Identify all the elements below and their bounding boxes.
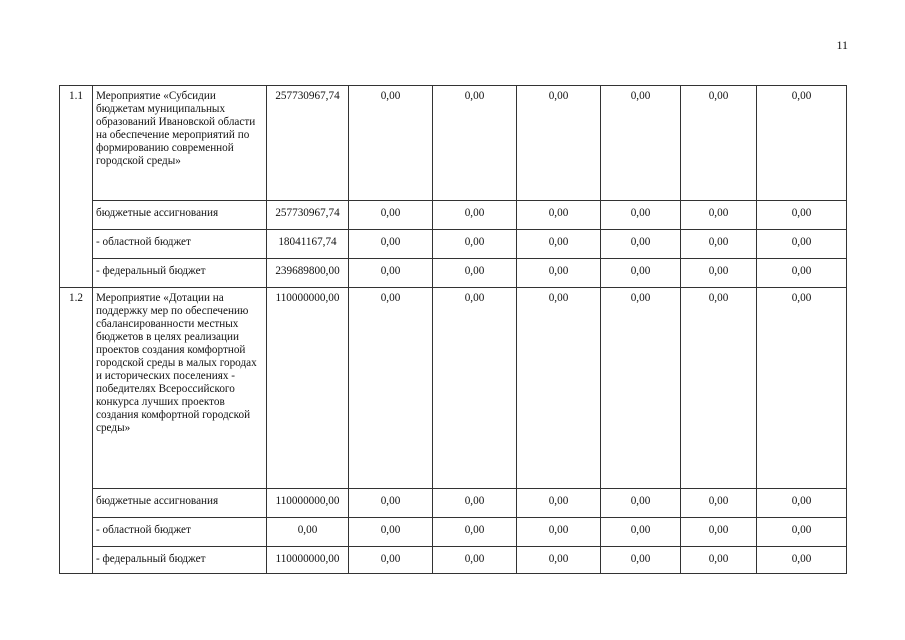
value-cell: 0,00 bbox=[517, 288, 601, 489]
value-cell: 0,00 bbox=[433, 547, 517, 574]
value-cell: 0,00 bbox=[433, 518, 517, 547]
value-cell: 0,00 bbox=[681, 547, 757, 574]
section-index: 1.1 bbox=[60, 86, 93, 288]
table-row bbox=[60, 86, 847, 201]
value-cell: 0,00 bbox=[349, 230, 433, 259]
value-cell: 0,00 bbox=[517, 489, 601, 518]
value-cell: 0,00 bbox=[349, 259, 433, 288]
value-cell: 0,00 bbox=[349, 489, 433, 518]
value-cell: 0,00 bbox=[681, 489, 757, 518]
table-row bbox=[60, 230, 847, 259]
value-cell: 0,00 bbox=[433, 489, 517, 518]
value-cell: 0,00 bbox=[349, 547, 433, 574]
value-cell: 0,00 bbox=[601, 489, 681, 518]
value-cell: 0,00 bbox=[433, 288, 517, 489]
value-cell: 0,00 bbox=[757, 518, 847, 547]
value-cell: 0,00 bbox=[517, 230, 601, 259]
value-cell: 0,00 bbox=[349, 288, 433, 489]
value-cell: 110000000,00 bbox=[267, 547, 349, 574]
value-cell: 0,00 bbox=[433, 230, 517, 259]
value-cell: 0,00 bbox=[349, 201, 433, 230]
row-label: - федеральный бюджет bbox=[93, 547, 267, 574]
table-row bbox=[60, 489, 847, 518]
value-cell: 0,00 bbox=[517, 259, 601, 288]
value-cell: 0,00 bbox=[681, 86, 757, 201]
row-label: бюджетные ассигнования bbox=[93, 201, 267, 230]
value-cell: 239689800,00 bbox=[267, 259, 349, 288]
row-label: бюджетные ассигнования bbox=[93, 489, 267, 518]
value-cell: 0,00 bbox=[601, 259, 681, 288]
value-cell: 0,00 bbox=[517, 86, 601, 201]
table-row bbox=[60, 201, 847, 230]
section-index: 1.2 bbox=[60, 288, 93, 574]
row-label: - областной бюджет bbox=[93, 230, 267, 259]
value-cell: 0,00 bbox=[757, 86, 847, 201]
table-row bbox=[60, 259, 847, 288]
value-cell: 257730967,74 bbox=[267, 201, 349, 230]
value-cell: 0,00 bbox=[267, 518, 349, 547]
row-label: - областной бюджет bbox=[93, 518, 267, 547]
value-cell: 0,00 bbox=[517, 201, 601, 230]
value-cell: 257730967,74 bbox=[267, 86, 349, 201]
value-cell: 0,00 bbox=[433, 259, 517, 288]
value-cell: 0,00 bbox=[349, 518, 433, 547]
value-cell: 0,00 bbox=[601, 201, 681, 230]
value-cell: 0,00 bbox=[517, 547, 601, 574]
budget-table bbox=[59, 85, 847, 574]
value-cell: 0,00 bbox=[757, 547, 847, 574]
value-cell: 110000000,00 bbox=[267, 489, 349, 518]
value-cell: 0,00 bbox=[433, 201, 517, 230]
value-cell: 0,00 bbox=[681, 230, 757, 259]
value-cell: 0,00 bbox=[681, 518, 757, 547]
table-row bbox=[60, 288, 847, 489]
page-number: 11 bbox=[836, 38, 848, 52]
value-cell: 0,00 bbox=[517, 518, 601, 547]
value-cell: 0,00 bbox=[601, 230, 681, 259]
value-cell: 0,00 bbox=[757, 489, 847, 518]
row-label: Мероприятие «Дотации на поддержку мер по обеспечению сбалансированности местных бюджетов в целях реализации проектов создания комфортной городской среды в малых городах и исторических поселениях - победителях Всероссийского конкурса лучших проектов создания комфортной городской среды» bbox=[93, 288, 267, 489]
value-cell: 0,00 bbox=[601, 86, 681, 201]
value-cell: 0,00 bbox=[757, 201, 847, 230]
value-cell: 0,00 bbox=[681, 288, 757, 489]
value-cell: 18041167,74 bbox=[267, 230, 349, 259]
value-cell: 0,00 bbox=[601, 518, 681, 547]
value-cell: 0,00 bbox=[601, 288, 681, 489]
table-row bbox=[60, 547, 847, 574]
value-cell: 0,00 bbox=[681, 259, 757, 288]
value-cell: 110000000,00 bbox=[267, 288, 349, 489]
value-cell: 0,00 bbox=[757, 259, 847, 288]
value-cell: 0,00 bbox=[349, 86, 433, 201]
value-cell: 0,00 bbox=[601, 547, 681, 574]
table-row bbox=[60, 518, 847, 547]
value-cell: 0,00 bbox=[757, 288, 847, 489]
value-cell: 0,00 bbox=[757, 230, 847, 259]
row-label: Мероприятие «Субсидии бюджетам муниципальных образований Ивановской области на обеспечение мероприятий по формированию современной городской среды» bbox=[93, 86, 267, 201]
value-cell: 0,00 bbox=[433, 86, 517, 201]
row-label: - федеральный бюджет bbox=[93, 259, 267, 288]
value-cell: 0,00 bbox=[681, 201, 757, 230]
